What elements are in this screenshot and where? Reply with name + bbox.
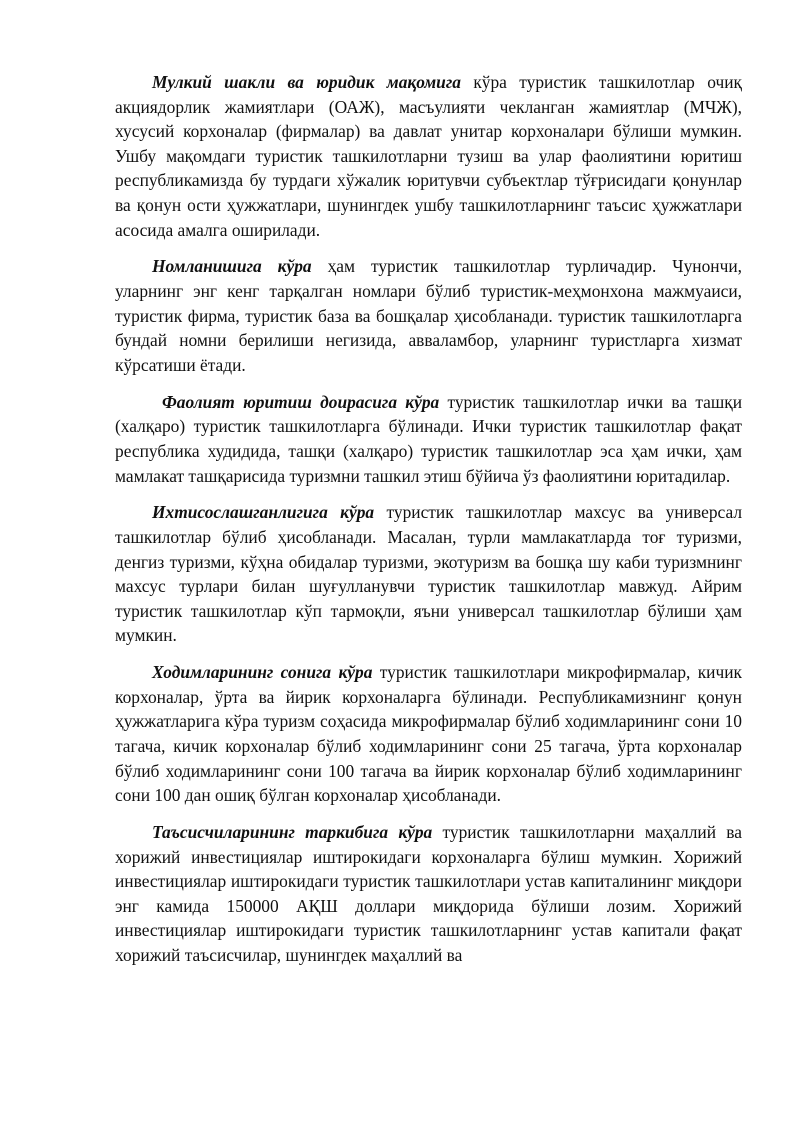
paragraph-founders [115,820,742,968]
paragraph-lead-heading: Ихтисослашганлигига кўра [152,502,375,523]
paragraph-specialization [115,500,742,648]
paragraph-lead-heading: Номланишига кўра [152,256,312,277]
paragraph-body: туристик ташкилотлар ички ва ташқи (халқаро) туристик ташкилотларга бўлинади. Ички туристик ташкилотлар фақат республика худидида, ташқи (халқаро) туристик ташкилотлар эса ҳам ички, ҳам мамлакат ташқарисида туризмни ташкил этиш бўйича ўз фаолиятини юритадилар. [115,391,742,486]
paragraph-body: туристик ташкилотларни маҳаллий ва хорижий инвестициялар иштирокидаги корхоналарга бўлиш мумкин. Хорижий инвестициялар иштирокидаги туристик ташкилотлари устав капиталининг миқдори энг камида 150000 АҚШ доллари миқдорида бўлиши лозим. Хорижий инвестициялар иштирокидаги туристик ташкилотларнинг устав капитали фақат хорижий таъсисчилар, шунингдек маҳаллий ва [115,822,742,966]
paragraph-lead-heading: Ходимларининг сонига кўра [152,662,373,683]
paragraph-naming [115,254,742,377]
paragraph-body: туристик ташкилотлари микрофирмалар, кичик корхоналар, ўрта ва йирик корхоналарга бўлинади. Республикамизнинг қонун ҳужжатларига кўра туризм соҳасида микрофирмалар бўлиб ходимларининг сони 10 тагача, кичик корхоналар бўлиб ходимларининг сони 25 тагача, ўрта корхоналар бўлиб ходимларининг сони 100 тагача ва йирик корхоналар бўлиб ходимларининг сони 100 дан ошиқ бўлган корхоналар ҳисобланади. [115,662,742,806]
paragraph-ownership [115,70,742,242]
document-page [115,70,742,980]
paragraph-lead-heading: Фаолият юритиш доирасига кўра [162,391,440,412]
paragraph-body: туристик ташкилотлар махсус ва универсал ташкилотлар бўлиб ҳисобланади. Масалан, турли мамлакатларда тоғ туризми, денгиз туризми, кўҳна обидалар туризми, экотуризм ва бошқа шу каби туризмнинг махсус турлари билан шуғулланувчи туристик ташкилотлар мавжуд. Айрим туристик ташкилотлар кўп тармоқли, яъни универсал ташкилотлар бўлиши ҳам мумкин. [115,502,742,646]
paragraph-scope [115,390,742,488]
paragraph-body: ҳам туристик ташкилотлар турличадир. Чунончи, уларнинг энг кенг тарқалган номлари бўлиб туристик-меҳмонхона мажмуаиси, туристик фирма, туристик база ва бошқалар ҳисобланади. туристик ташкилотларга бундай номни берилиши негизида, авваламбор, уларнинг туристларга хизмат кўрсатиши ётади. [115,256,742,375]
paragraph-lead-heading: Мулкий шакли ва юридик мақомига [152,72,461,92]
paragraph-lead-heading: Таъсисчиларининг таркибига кўра [152,822,433,843]
paragraph-staff-size [115,660,742,808]
paragraph-body: кўра туристик ташкилотлар очиқ акциядорлик жамиятлари (ОАЖ), масъулияти чекланган жамиятлар (МЧЖ), хусусий корхоналар (фирмалар) ва давлат унитар корхоналари бўлиши мумкин. Ушбу мақомдаги туристик ташкилотларни тузиш ва улар фаолиятини юритиш республикамизда бу турдаги хўжалик юритувчи субъектлар тўғрисидаги қонунлар ва қонун ости ҳужжатлари, шунингдек ушбу ташкилотларнинг таъсис ҳужжатлари асосида амалга оширилади. [115,72,743,240]
